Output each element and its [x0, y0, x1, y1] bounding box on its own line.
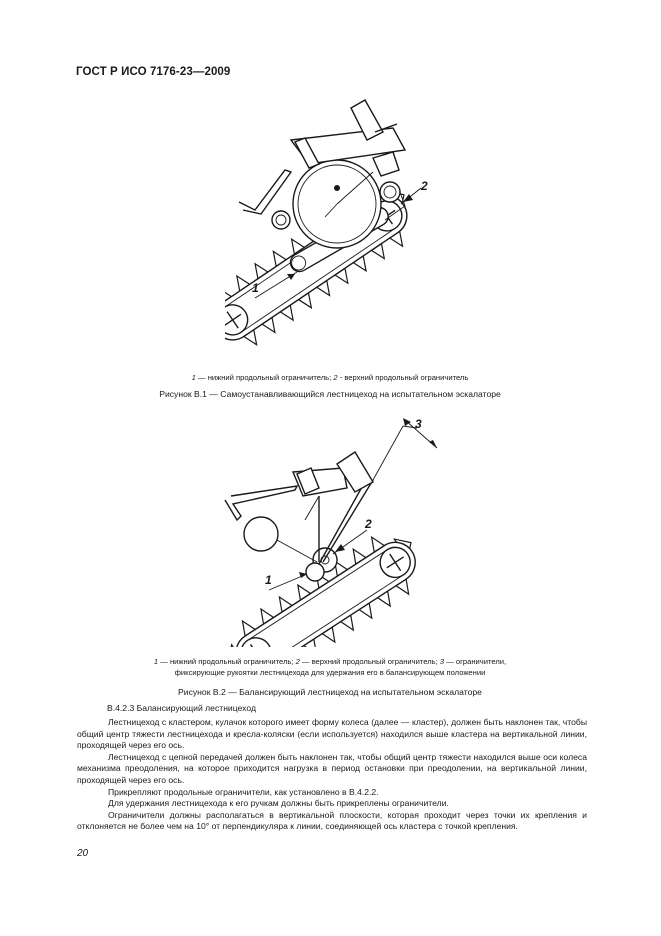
legend-num: 1	[153, 657, 159, 666]
figure-b1-label-1: 1	[252, 281, 259, 295]
paragraph: Прикрепляют продольные ограничители, как установлено в В.4.2.2.	[108, 786, 379, 797]
paragraph: Ограничители должны располагаться в вертикальной плоскости, которая проходит через точки их крепления и отклоняется не более чем на 10° от перпендикуляра к линии, соединяющей ось кластера с точкой крепления.	[77, 809, 587, 832]
legend-num: 1	[191, 373, 196, 382]
section-heading: В.4.2.3 Балансирующий лестницеход	[107, 703, 256, 713]
figure-b2-legend	[60, 656, 600, 678]
legend-num: 3	[439, 657, 445, 666]
stairclimber-escalator-drawing-1	[225, 92, 465, 367]
figure-b1-legend	[60, 372, 600, 383]
legend-num: 2	[295, 657, 300, 666]
page-number: 20	[77, 848, 89, 859]
figure-b2-caption: Рисунок В.2 — Балансирующий лестницеход на испытательном эскалаторе	[178, 687, 482, 697]
document-header: ГОСТ Р ИСО 7176-23—2009	[76, 66, 231, 78]
figure-b2-label-3: 3	[415, 417, 422, 431]
stairclimber-escalator-drawing-2	[215, 412, 465, 647]
paragraph: Лестницеход с цепной передачей должен быть наклонен так, чтобы общий центр тяжести находился выше оси колеса механизма преодоления, на которое приходится нагрузка в период остановки при преодолении, на вертикальной линии, проходящей через его ось.	[77, 751, 587, 785]
figure-b1-label-2: 2	[421, 179, 428, 193]
body-text	[77, 717, 587, 833]
figure-b1	[225, 92, 465, 367]
legend-line-2: фиксирующие рукоятки лестницехода для удержания его в балансирующем положении	[174, 668, 486, 677]
legend-text: — нижний продольный ограничитель;	[158, 657, 296, 666]
figure-b2-label-2: 2	[365, 517, 372, 531]
figure-b1-caption: Рисунок В.1 — Самоустанавливающийся лестницеход на испытательном эскалаторе	[159, 389, 501, 399]
legend-num: 2	[333, 373, 338, 382]
legend-text: — ограничители,	[444, 657, 507, 666]
paragraph: Для удержания лестницехода к его ручкам должны быть прикреплены ограничители.	[108, 798, 449, 809]
figure-b2	[215, 412, 465, 647]
legend-text: — верхний продольный ограничитель;	[299, 657, 440, 666]
legend-text: - верхний продольный ограничитель	[337, 373, 469, 382]
figure-b2-label-1: 1	[265, 573, 272, 587]
paragraph: Лестницеход с кластером, кулачок которого имеет форму колеса (далее — кластер), должен быть наклонен так, чтобы общий центр тяжести лестницехода и кресла-коляски (если используется) находился выше кластера на вертикальной линии, проходящей через его ось.	[77, 717, 587, 751]
legend-text: — нижний продольный ограничитель;	[195, 373, 334, 382]
